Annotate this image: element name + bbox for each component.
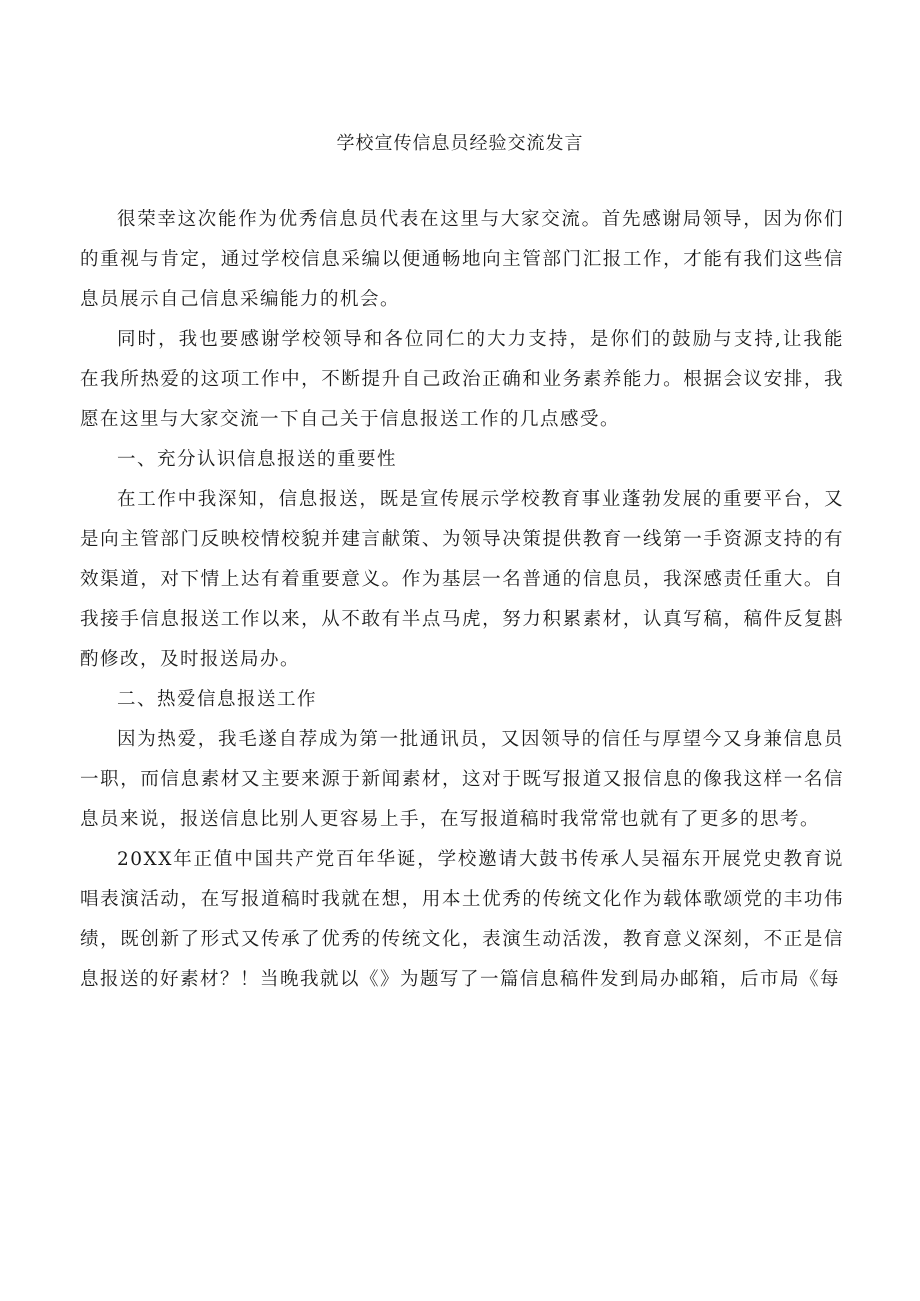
paragraph-support: 同时，我也要感谢学校领导和各位同仁的大力支持，是你们的鼓励与支持,让我能在我所热爱的这项工作中，不断提升自己政治正确和业务素养能力。根据会议安排，我愿在这里与大家交流一下自己关于信息报送工作的几点感受。 xyxy=(80,329,844,430)
paragraph-anniversary: 20XX年正值中国共产党百年华诞，学校邀请大鼓书传承人吴福东开展党史教育说唱表演活动，在写报道稿时我就在想，用本土优秀的传统文化作为载体歌颂党的丰功伟绩，既创新了形式又传承了优秀的传统文化，表演生动活泼，教育意义深刻，不正是信息报送的好素材？！当晚我就以《》为题写了一篇信息稿件发到局办邮箱，后市局《每 xyxy=(80,849,844,990)
section-heading-importance: 一、充分认识信息报送的重要性 xyxy=(117,449,398,470)
paragraph-importance: 在工作中我深知，信息报送，既是宣传展示学校教育事业蓬勃发展的重要平台，又是向主管部门反映校情校貌并建言献策、为领导决策提供教育一线第一手资源支持的有效渠道，对下情上达有着重要意义。作为基层一名普通的信息员，我深感责任重大。自我接手信息报送工作以来，从不敢有半点马虎，努力积累素材，认真写稿，稿件反复斟酌修改，及时报送局办。 xyxy=(80,489,844,670)
section-heading-passion: 二、热爱信息报送工作 xyxy=(117,689,318,710)
paragraph-thanks: 很荣幸这次能作为优秀信息员代表在这里与大家交流。首先感谢局领导，因为你们的重视与肯定，通过学校信息采编以便通畅地向主管部门汇报工作，才能有我们这些信息员展示自己信息采编能力的机会。 xyxy=(80,209,844,310)
paragraph-passion: 因为热爱，我毛遂自荐成为第一批通讯员，又因领导的信任与厚望今又身兼信息员一职，而信息素材又主要来源于新闻素材，这对于既写报道又报信息的像我这样一名信息员来说，报送信息比别人更容易上手，在写报道稿时我常常也就有了更多的思考。 xyxy=(80,729,844,830)
document-title: 学校宣传信息员经验交流发言 xyxy=(336,133,584,154)
document-body xyxy=(80,200,844,1000)
